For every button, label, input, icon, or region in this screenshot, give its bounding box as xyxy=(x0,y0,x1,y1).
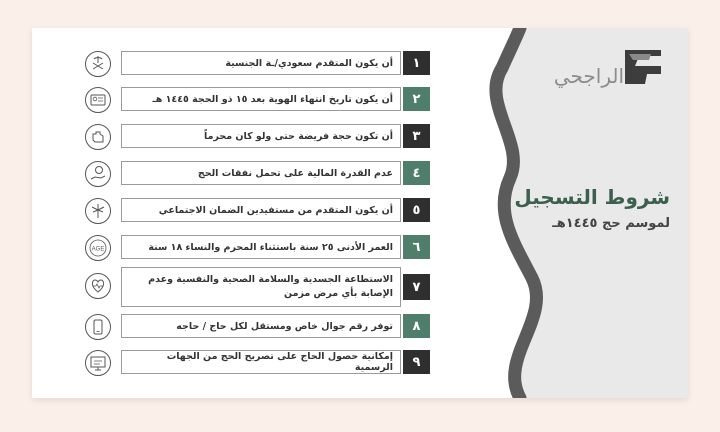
condition-text: أن يكون تاريخ انتهاء الهوية بعد ١٥ ذو الحجة ١٤٤٥ هـ xyxy=(121,87,401,111)
condition-number: ٧ xyxy=(403,274,430,300)
saudi-emblem-icon xyxy=(84,50,112,78)
permit-screen-icon xyxy=(84,349,112,377)
condition-number: ٤ xyxy=(403,161,430,185)
condition-row xyxy=(84,161,430,187)
condition-text: الاستطاعة الجسدية والسلامة الصحية والنفسية وعدم الإصابة بأي مرض مزمن xyxy=(121,267,401,307)
mobile-phone-icon xyxy=(84,313,112,341)
condition-row xyxy=(84,87,430,113)
condition-number: ٨ xyxy=(403,314,430,338)
condition-number: ٥ xyxy=(403,198,430,222)
condition-text: إمكانية حصول الحاج على تصريح الحج من الجهات الرسمية xyxy=(121,350,401,374)
page-subtitle: لموسم حج ١٤٤٥هـ xyxy=(552,216,670,231)
condition-row xyxy=(84,124,430,150)
page-title: شروط التسجيل xyxy=(514,185,670,209)
condition-number: ١ xyxy=(403,51,430,75)
condition-number: ٦ xyxy=(403,235,430,259)
hand-icon xyxy=(84,123,112,151)
registration-card xyxy=(32,28,688,398)
alrajhi-logo-icon xyxy=(621,46,665,86)
condition-number: ٣ xyxy=(403,124,430,148)
condition-row xyxy=(84,198,430,224)
condition-text: أن تكون حجة فريضة حتى ولو كان محرماً xyxy=(121,124,401,148)
condition-text: أن يكون المتقدم من مستفيدين الضمان الاجتماعي xyxy=(121,198,401,222)
id-card-icon xyxy=(84,86,112,114)
condition-row xyxy=(84,350,430,376)
age-icon-label: AGE xyxy=(91,246,105,253)
condition-text: العمر الأدنى ٢٥ سنة باستثناء المحرم والنساء ١٨ سنة xyxy=(121,235,401,259)
brand-name: الراجحي xyxy=(553,64,624,88)
palm-icon xyxy=(84,197,112,225)
condition-row xyxy=(84,267,430,307)
condition-number: ٩ xyxy=(403,350,430,374)
money-hand-icon xyxy=(84,160,112,188)
condition-text: أن يكون المتقدم سعودي/ـة الجنسية xyxy=(121,51,401,75)
condition-row xyxy=(84,314,430,340)
condition-row xyxy=(84,51,430,77)
condition-text: توفر رقم جوال خاص ومستقل لكل حاج / حاجه xyxy=(121,314,401,338)
condition-text: عدم القدرة المالية على تحمل نفقات الحج xyxy=(121,161,401,185)
health-heart-icon xyxy=(84,272,112,300)
condition-number: ٢ xyxy=(403,87,430,111)
age-icon xyxy=(84,234,112,262)
condition-row xyxy=(84,235,430,261)
